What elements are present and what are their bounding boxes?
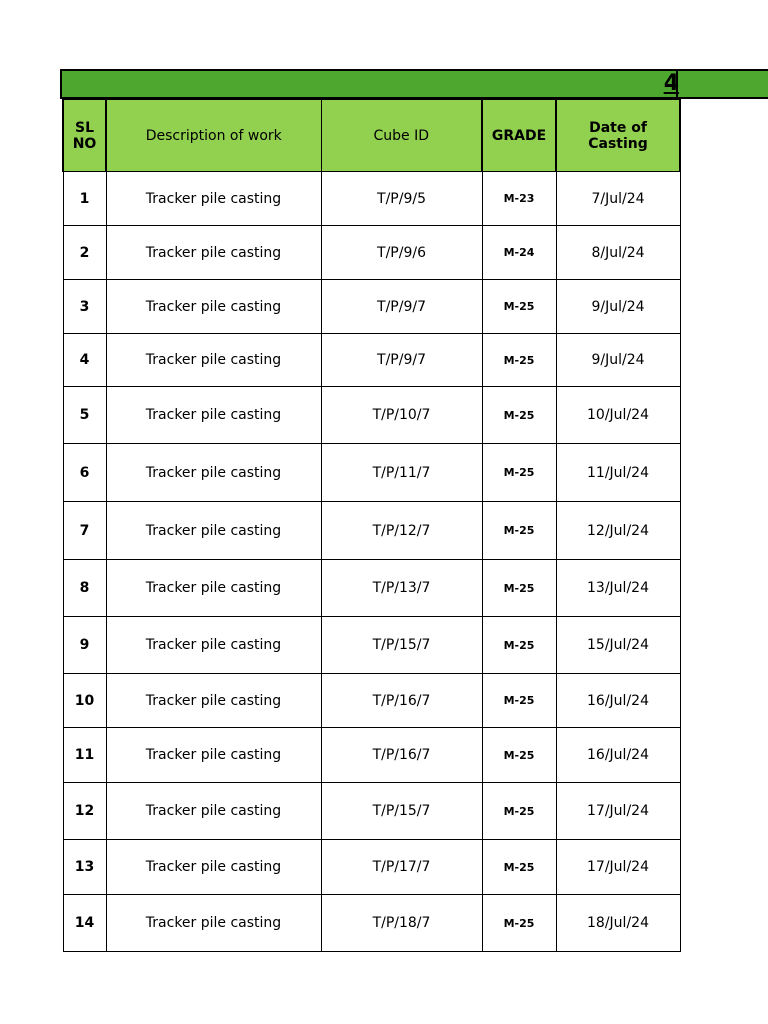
table-row (63, 502, 680, 560)
banner-frame (60, 69, 678, 99)
cell-grade: M-25 (482, 444, 556, 502)
table-row (63, 226, 680, 280)
cell-sl-no: 10 (63, 674, 106, 728)
table-header-row (63, 100, 680, 172)
cell-cube-id: T/P/9/6 (321, 226, 482, 280)
cell-grade: M-25 (482, 895, 556, 952)
cell-sl-no: 2 (63, 226, 106, 280)
cell-sl-no: 9 (63, 617, 106, 674)
cell-description: Tracker pile casting (106, 895, 321, 952)
cell-sl-no: 6 (63, 444, 106, 502)
cell-description: Tracker pile casting (106, 674, 321, 728)
cell-description: Tracker pile casting (106, 728, 321, 783)
table-row (63, 895, 680, 952)
cell-cube-id: T/P/9/5 (321, 172, 482, 226)
cell-grade: M-25 (482, 840, 556, 895)
cell-description: Tracker pile casting (106, 560, 321, 617)
cell-sl-no: 13 (63, 840, 106, 895)
table-row (63, 617, 680, 674)
header-cube-id: Cube ID (321, 100, 482, 172)
cell-description: Tracker pile casting (106, 444, 321, 502)
cell-sl-no: 14 (63, 895, 106, 952)
cell-grade: M-25 (482, 728, 556, 783)
header-description: Description of work (106, 100, 321, 172)
table-row (63, 783, 680, 840)
cell-cube-id: T/P/18/7 (321, 895, 482, 952)
cell-cube-id: T/P/16/7 (321, 674, 482, 728)
table-row (63, 444, 680, 502)
cell-date: 15/Jul/24 (556, 617, 680, 674)
cell-date: 13/Jul/24 (556, 560, 680, 617)
cell-date: 17/Jul/24 (556, 840, 680, 895)
table-row (63, 172, 680, 226)
cell-grade: M-23 (482, 172, 556, 226)
cell-grade: M-25 (482, 560, 556, 617)
cell-grade: M-25 (482, 334, 556, 387)
cell-cube-id: T/P/15/7 (321, 783, 482, 840)
cell-cube-id: T/P/13/7 (321, 560, 482, 617)
cell-cube-id: T/P/16/7 (321, 728, 482, 783)
cell-cube-id: T/P/15/7 (321, 617, 482, 674)
cell-grade: M-25 (482, 280, 556, 334)
cell-sl-no: 3 (63, 280, 106, 334)
cell-description: Tracker pile casting (106, 840, 321, 895)
table-row (63, 674, 680, 728)
banner-number: 4 (663, 71, 679, 96)
cell-cube-id: T/P/11/7 (321, 444, 482, 502)
cell-sl-no: 11 (63, 728, 106, 783)
cell-sl-no: 8 (63, 560, 106, 617)
header-date: Date of Casting (556, 100, 680, 172)
cell-date: 16/Jul/24 (556, 728, 680, 783)
table-row (63, 334, 680, 387)
cell-description: Tracker pile casting (106, 617, 321, 674)
cell-date: 18/Jul/24 (556, 895, 680, 952)
table-row (63, 387, 680, 444)
cell-description: Tracker pile casting (106, 226, 321, 280)
cell-date: 9/Jul/24 (556, 334, 680, 387)
cell-grade: M-25 (482, 617, 556, 674)
cell-grade: M-25 (482, 387, 556, 444)
cell-cube-id: T/P/9/7 (321, 280, 482, 334)
cell-description: Tracker pile casting (106, 502, 321, 560)
cell-cube-id: T/P/10/7 (321, 387, 482, 444)
cell-grade: M-24 (482, 226, 556, 280)
cell-sl-no: 1 (63, 172, 106, 226)
cell-date: 12/Jul/24 (556, 502, 680, 560)
casting-table (62, 99, 681, 952)
cell-sl-no: 12 (63, 783, 106, 840)
table-row (63, 560, 680, 617)
cell-grade: M-25 (482, 783, 556, 840)
cell-grade: M-25 (482, 674, 556, 728)
cell-description: Tracker pile casting (106, 334, 321, 387)
cell-date: 11/Jul/24 (556, 444, 680, 502)
cell-description: Tracker pile casting (106, 172, 321, 226)
table-row (63, 728, 680, 783)
cell-date: 17/Jul/24 (556, 783, 680, 840)
cell-date: 16/Jul/24 (556, 674, 680, 728)
cell-description: Tracker pile casting (106, 280, 321, 334)
cell-grade: M-25 (482, 502, 556, 560)
cell-date: 8/Jul/24 (556, 226, 680, 280)
cell-date: 10/Jul/24 (556, 387, 680, 444)
header-sl-no: SL NO (63, 100, 106, 172)
cell-cube-id: T/P/17/7 (321, 840, 482, 895)
cell-description: Tracker pile casting (106, 387, 321, 444)
cell-description: Tracker pile casting (106, 783, 321, 840)
cell-date: 9/Jul/24 (556, 280, 680, 334)
cell-sl-no: 5 (63, 387, 106, 444)
cell-sl-no: 7 (63, 502, 106, 560)
cell-cube-id: T/P/9/7 (321, 334, 482, 387)
header-grade: GRADE (482, 100, 556, 172)
header-banner (62, 69, 768, 99)
cell-sl-no: 4 (63, 334, 106, 387)
table-row (63, 280, 680, 334)
cell-date: 7/Jul/24 (556, 172, 680, 226)
cell-cube-id: T/P/12/7 (321, 502, 482, 560)
table-row (63, 840, 680, 895)
